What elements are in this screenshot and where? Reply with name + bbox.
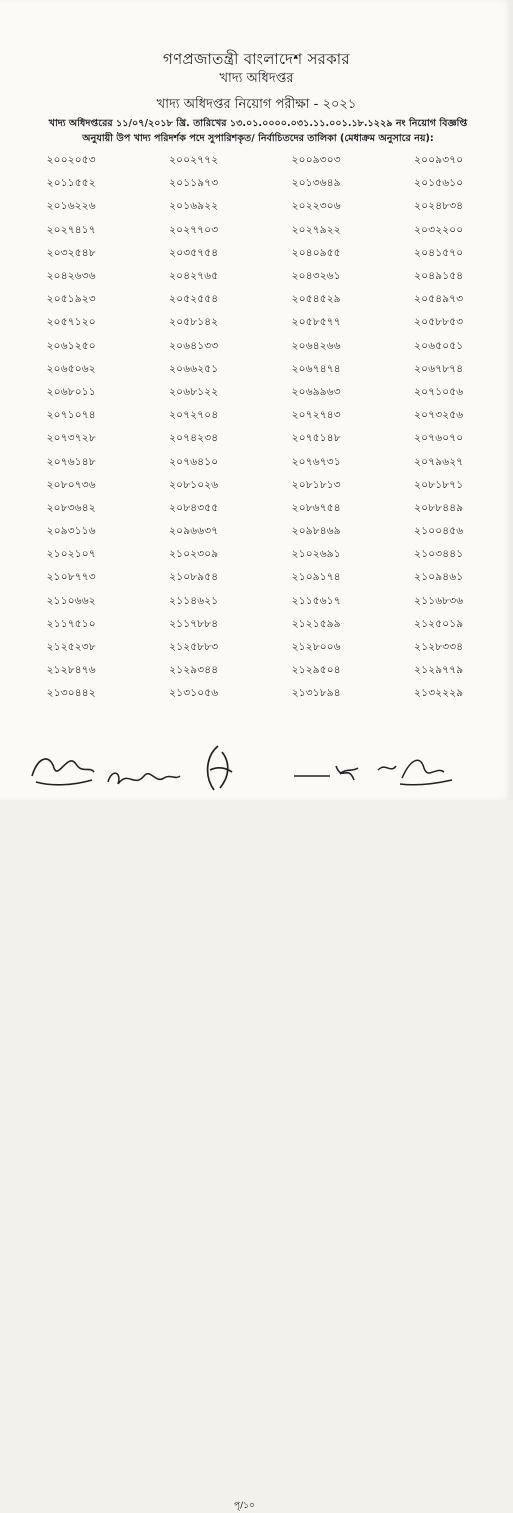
roll-number-cell: ২০৬৭৮৭৪ — [414, 362, 464, 375]
roll-number-cell: ২১১৪৬২১ — [169, 594, 219, 607]
roll-number-cell: ২০৪৩২৬১ — [291, 270, 341, 283]
roll-number-cell: ২০১৬২২৬ — [46, 200, 96, 213]
table-row — [10, 498, 500, 521]
roll-number-cell: ২০৪২৬৩৬ — [46, 270, 96, 283]
notice-line-2: অনুযায়ী উপ খাদ্য পরিদর্শক পদে সুপারিশকৃত/ নির্বাচিতদের তালিকা (মেধাক্রম অনুসারে নয়): — [82, 133, 434, 144]
roll-number-cell: ২০১১৫৫২ — [46, 177, 96, 190]
roll-number-cell: ২০১৩৬৪৯ — [291, 177, 341, 190]
roll-number-cell: ২০৮১০২৬ — [169, 478, 219, 491]
roll-number-cell: ২০৭৪২৩৪ — [169, 432, 219, 445]
roll-number-cell: ২১১৬৮৩৬ — [414, 594, 464, 607]
table-row — [10, 173, 500, 196]
signature-strip — [0, 738, 513, 1511]
roll-number-cell: ২০৮০৭৩৬ — [46, 478, 96, 491]
table-row — [10, 475, 500, 498]
roll-number-cell: ২১১৭৮৮৪ — [169, 617, 219, 630]
table-row — [10, 359, 500, 382]
table-row — [10, 405, 500, 428]
table-row — [10, 683, 500, 706]
roll-number-cell: ২০৭৯৬২৭ — [414, 455, 464, 468]
roll-number-cell: ২০১১৯৭৩ — [169, 177, 219, 190]
roll-number-cell: ২০৮১৮৭১ — [414, 478, 464, 491]
roll-number-cell: ২০২৭৯২২ — [291, 223, 341, 236]
roll-number-cell: ২০৪০৯৫৫ — [291, 246, 341, 259]
signature-5 — [372, 748, 456, 790]
roll-number-cell: ২০৫২৫৫৪ — [169, 293, 219, 306]
roll-number-cell: ২০৪২৭৬৫ — [169, 270, 219, 283]
roll-number-cell: ২১০২১০৭ — [46, 548, 96, 561]
roll-number-cell: ২১১৭৫১০ — [46, 617, 96, 630]
roll-number-cell: ২০৭১০৭৪ — [46, 409, 96, 422]
roll-number-cell: ২০৯৬৬৩৭ — [169, 525, 219, 538]
roll-number-cell: ২০০২০৫৩ — [46, 154, 96, 167]
roll-number-cell: ২১৩০৪৪২ — [46, 687, 96, 700]
roll-number-cell: ২১২৮৩৩৪ — [414, 641, 464, 654]
roll-number-cell: ২০৭৩৭২৮ — [46, 432, 96, 445]
roll-number-cell: ২০৭৩২৫৬ — [414, 409, 464, 422]
roll-number-cell: ২০৫৭১২০ — [46, 316, 96, 329]
roll-number-cell: ২০৬৫০৬২ — [46, 362, 96, 375]
signature-2 — [104, 758, 184, 794]
signature-4 — [290, 754, 362, 794]
roll-number-cell: ২০৭২৭৪৩ — [291, 409, 341, 422]
roll-number-cell: ২০৬৪১৩৩ — [169, 339, 219, 352]
roll-number-cell: ২১১৫৬১৭ — [291, 594, 341, 607]
roll-number-cell: ২০৯৮৪৬৯ — [291, 525, 341, 538]
roll-number-cell: ২১২৮৪৭৬ — [46, 664, 96, 677]
roll-number-cell: ২০৭১০৫৬ — [414, 385, 464, 398]
table-row — [10, 196, 500, 219]
roll-number-cell: ২১৩২২২৯ — [414, 687, 464, 700]
roll-number-cell: ২০১৫৬১০ — [414, 177, 464, 190]
roll-number-cell: ২১০৮৭৭৩ — [46, 571, 96, 584]
table-row — [10, 637, 500, 660]
roll-number-cell: ২০৬৮১২২ — [169, 385, 219, 398]
roll-number-cell: ২০৮১৮১৩ — [291, 478, 341, 491]
roll-number-cell: ২১৩১০৫৬ — [169, 687, 219, 700]
roll-number-cell: ২০৭২৭০৪ — [169, 409, 219, 422]
roll-number-cell: ২০২২৩০৬ — [291, 200, 341, 213]
exam-title: খাদ্য অধিদপ্তর নিয়োগ পরীক্ষা - ২০২১ — [156, 97, 357, 112]
roll-number-cell: ২০৬১২৫০ — [46, 339, 96, 352]
roll-number-cell: ২০৫৮১৪২ — [169, 316, 219, 329]
roll-number-cell: ২০২৪৮৩৪ — [414, 200, 464, 213]
roll-number-cell: ২১০৯৪৬১ — [414, 571, 464, 584]
roll-number-cell: ২১০৯১৭৪ — [291, 571, 341, 584]
table-row — [10, 382, 500, 405]
government-heading: গণপ্রজাতন্ত্রী বাংলাদেশ সরকার — [163, 50, 350, 68]
table-row — [10, 451, 500, 474]
roll-number-cell: ২১২৫২৩৮ — [46, 641, 96, 654]
roll-number-cell: ২১২৯৭৭৯ — [414, 664, 464, 677]
roll-number-cell: ২০৭৬০৭০ — [414, 432, 464, 445]
table-row — [10, 243, 500, 266]
table-row — [10, 521, 500, 544]
roll-number-cell: ২০৭৬১৪৮ — [46, 455, 96, 468]
roll-number-cell: ২০৭৫১৪৮ — [291, 432, 341, 445]
roll-number-cell: ২১২৫৮৮৩ — [169, 641, 219, 654]
roll-number-cell: ২০৯৩১১৬ — [46, 525, 96, 538]
roll-number-cell: ২০৬৭৪৭৪ — [291, 362, 341, 375]
roll-number-cell: ২১১০৬৬২ — [46, 594, 96, 607]
roll-number-cell: ২০৬৬২৫১ — [169, 362, 219, 375]
table-row — [10, 591, 500, 614]
roll-number-cell: ২০৫৪৯৭৩ — [414, 293, 464, 306]
table-row — [10, 567, 500, 590]
roll-number-cell: ২০০৯৩৭০ — [414, 154, 464, 167]
roll-number-cell: ২১৩১৮৯৪ — [291, 687, 341, 700]
roll-number-cell: ২০৩২৫৪৮ — [46, 246, 96, 259]
roll-number-cell: ২০৪১৫৭০ — [414, 246, 464, 259]
table-row — [10, 312, 500, 335]
roll-number-cell: ২১২১৫৯৯ — [291, 617, 341, 630]
roll-number-cell: ২০৮৩৬৪২ — [46, 501, 96, 514]
signature-3 — [196, 742, 240, 796]
roll-number-cell: ২০০২৭৭২ — [169, 154, 219, 167]
table-row — [10, 289, 500, 312]
roll-number-cell: ২০৩৫৭৫৪ — [169, 246, 219, 259]
roll-number-cell: ২০৪৯১৫৪ — [414, 270, 464, 283]
roll-number-cell: ২০৬৯৯৬৩ — [291, 385, 341, 398]
roll-number-cell: ২০৩২২০০ — [414, 223, 464, 236]
roll-number-cell: ২০৭৬৭৩১ — [291, 455, 341, 468]
notice-line-1: খাদ্য অধিদপ্তরের ১১/০৭/২০১৮ খ্রি. তারিখের ১৩.০১.০০০০.০৩১.১১.০০১.১৮.১২২৯ নং নিয়োগ বিজ্ঞপ্তি — [48, 118, 468, 129]
roll-number-cell: ২১০৮৯৫৪ — [169, 571, 219, 584]
table-row — [10, 150, 500, 173]
roll-number-table — [10, 150, 500, 707]
signature-1 — [28, 746, 98, 790]
table-row — [10, 614, 500, 637]
roll-number-cell: ২১০০৪৫৬ — [414, 525, 464, 538]
roll-number-cell: ২০২৭৪১৭ — [46, 223, 96, 236]
roll-number-cell: ২০৫১৯২৩ — [46, 293, 96, 306]
roll-number-cell: ২০৮৮৪৪৯ — [414, 501, 464, 514]
roll-number-cell: ২০৫৪৫২৯ — [291, 293, 341, 306]
roll-number-cell: ২০৬৮০১১ — [46, 385, 96, 398]
roll-number-cell: ২১০২৬৯১ — [291, 548, 341, 561]
roll-number-cell: ২০৬৪২৬৬ — [291, 339, 341, 352]
table-row — [10, 336, 500, 359]
roll-number-cell: ২০১৬৯২২ — [169, 200, 219, 213]
page-number: পৃ/১০ — [234, 1501, 255, 1511]
roll-number-cell: ২১২৯৩৪৪ — [169, 664, 219, 677]
roll-number-cell: ২১২৫০১৯ — [414, 617, 464, 630]
roll-number-cell: ২০৫৮৮৫৩ — [414, 316, 464, 329]
roll-number-cell: ২০৭৬৪১০ — [169, 455, 219, 468]
table-row — [10, 428, 500, 451]
roll-number-cell: ২০৬৫০৫১ — [414, 339, 464, 352]
roll-number-cell: ২১২৯৫০৪ — [291, 664, 341, 677]
department-heading: খাদ্য অধিদপ্তর — [219, 71, 294, 86]
table-row — [10, 544, 500, 567]
roll-number-cell: ২০২৭৭০৩ — [169, 223, 219, 236]
roll-number-cell: ২০৮৬৭৫৪ — [291, 501, 341, 514]
roll-number-cell: ২১০৩৪৪১ — [414, 548, 464, 561]
table-row — [10, 266, 500, 289]
roll-number-cell: ২০৫৮৫৭৭ — [291, 316, 341, 329]
roll-number-cell: ২০০৯৩০৩ — [291, 154, 341, 167]
table-row — [10, 660, 500, 683]
table-row — [10, 220, 500, 243]
roll-number-cell: ২০৮৪৩৫৫ — [169, 501, 219, 514]
roll-number-cell: ২১০২৩০৯ — [169, 548, 219, 561]
roll-number-cell: ২১২৮০০৬ — [291, 641, 341, 654]
